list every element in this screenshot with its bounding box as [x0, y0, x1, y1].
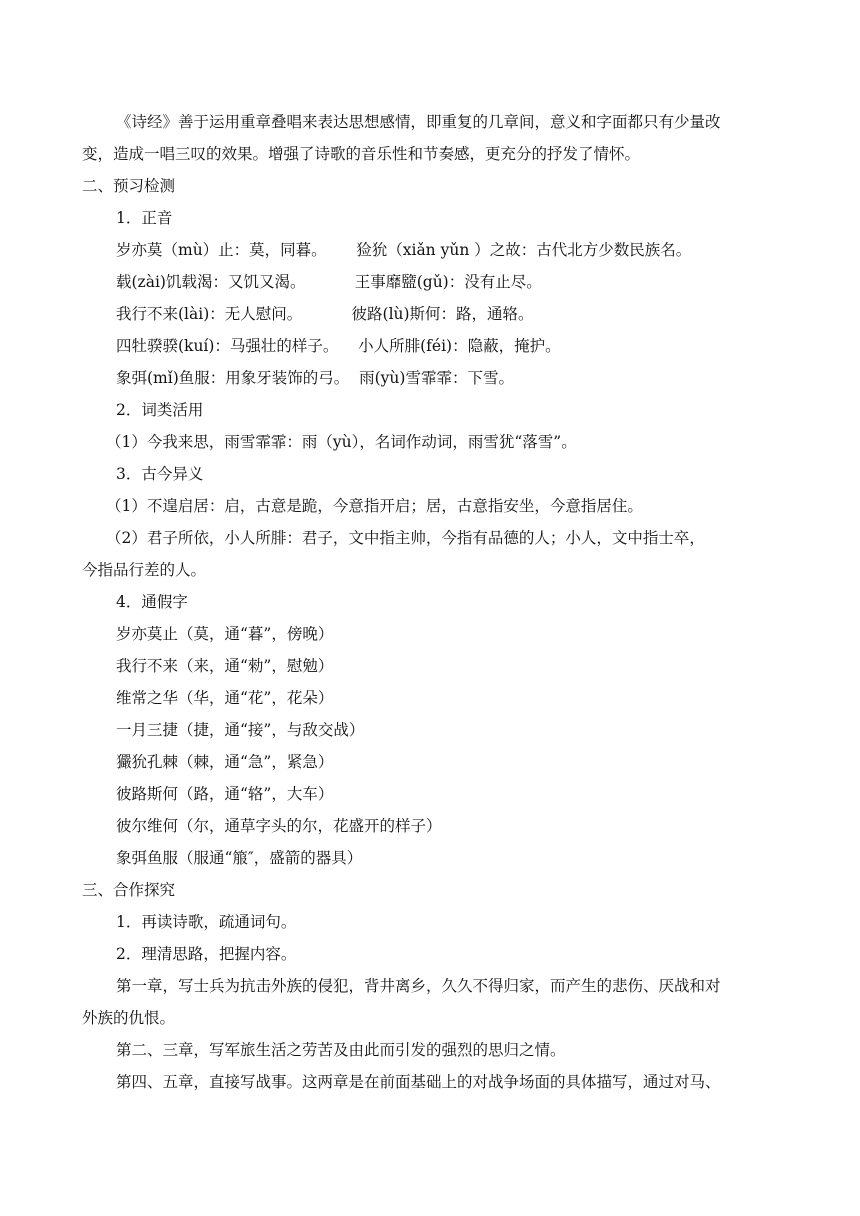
- section-heading: 三、合作探究: [82, 881, 176, 899]
- pronunciation-line: 四牡骙骙(kuí)：马强壮的样子。 小人所腓(féi)：隐蔽，掩护。: [116, 337, 561, 355]
- paragraph-line: 今指品行差的人。: [82, 561, 207, 579]
- list-item: 象弭鱼服（服通“箙″，盛箭的器具）: [116, 849, 363, 867]
- list-item: 彼路斯何（路，通“辂”，大车）: [116, 785, 334, 803]
- pronunciation-line: 载(zài)饥载渴：又饥又渴。 王事靡盬(gǔ)：没有止尽。: [116, 273, 542, 291]
- pronunciation-line: 岁亦莫（mù）止：莫，同暮。 猃狁（xiǎn yǔn ）之故：古代北方少数民族名。: [116, 241, 692, 259]
- subsection-heading: 1．正音: [116, 209, 173, 227]
- pronunciation-line: 我行不来(lài)：无人慰问。 彼路(lù)斯何：路，通辂。: [116, 305, 534, 323]
- pronunciation-line: 象弭(mǐ)鱼服：用象牙装饰的弓。 雨(yù)雪霏霏：下雪。: [116, 369, 514, 387]
- list-item: 岁亦莫止（莫，通“暮”，傍晚）: [116, 625, 334, 643]
- list-item: 玁狁孔棘（棘，通“急”，紧急）: [116, 753, 334, 771]
- paragraph-line: （2）君子所依，小人所腓：君子，文中指主帅，今指有品德的人；小人，文中指士卒，: [106, 529, 705, 547]
- subsection-heading: 3．古今异义: [116, 465, 204, 483]
- section-heading: 二、预习检测: [82, 177, 176, 195]
- paragraph-line: 变，造成一唱三叹的效果。增强了诗歌的音乐性和节奏感，更充分的抒发了情怀。: [82, 145, 641, 163]
- paragraph-line: 第二、三章，写军旅生活之劳苦及由此而引发的强烈的思归之情。: [116, 1041, 566, 1059]
- paragraph-line: 第一章，写士兵为抗击外族的侵犯，背井离乡，久久不得归家，而产生的悲伤、厌战和对: [116, 977, 721, 995]
- paragraph-line: 外族的仇恨。: [82, 1009, 176, 1027]
- subsection-heading: 2．词类活用: [116, 401, 204, 419]
- paragraph-line: 第四、五章，直接写战事。这两章是在前面基础上的对战争场面的具体描写，通过对马、: [116, 1073, 721, 1091]
- subsection-heading: 2．理清思路，把握内容。: [116, 945, 297, 963]
- paragraph-line: 《诗经》善于运用重章叠唱来表达思想感情，即重复的几章间，意义和字面都只有少量改: [116, 113, 721, 131]
- list-item: 彼尔维何（尔，通草字头的尔，花盛开的样子）: [116, 817, 442, 835]
- paragraph-line: （1）今我来思，雨雪霏霏：雨（yù），名词作动词，雨雪犹“落雪”。: [106, 433, 577, 451]
- list-item: 一月三捷（捷，通“接”，与敌交战）: [116, 721, 365, 739]
- list-item: 我行不来（来，通“勑”，慰勉）: [116, 657, 334, 675]
- list-item: 维常之华（华，通“花”，花朵）: [116, 689, 334, 707]
- paragraph-line: （1）不遑启居：启，古意是跪，今意指开启；居，古意指安坐，今意指居住。: [106, 497, 643, 515]
- subsection-heading: 4．通假字: [116, 593, 188, 611]
- subsection-heading: 1．再读诗歌，疏通词句。: [116, 913, 297, 931]
